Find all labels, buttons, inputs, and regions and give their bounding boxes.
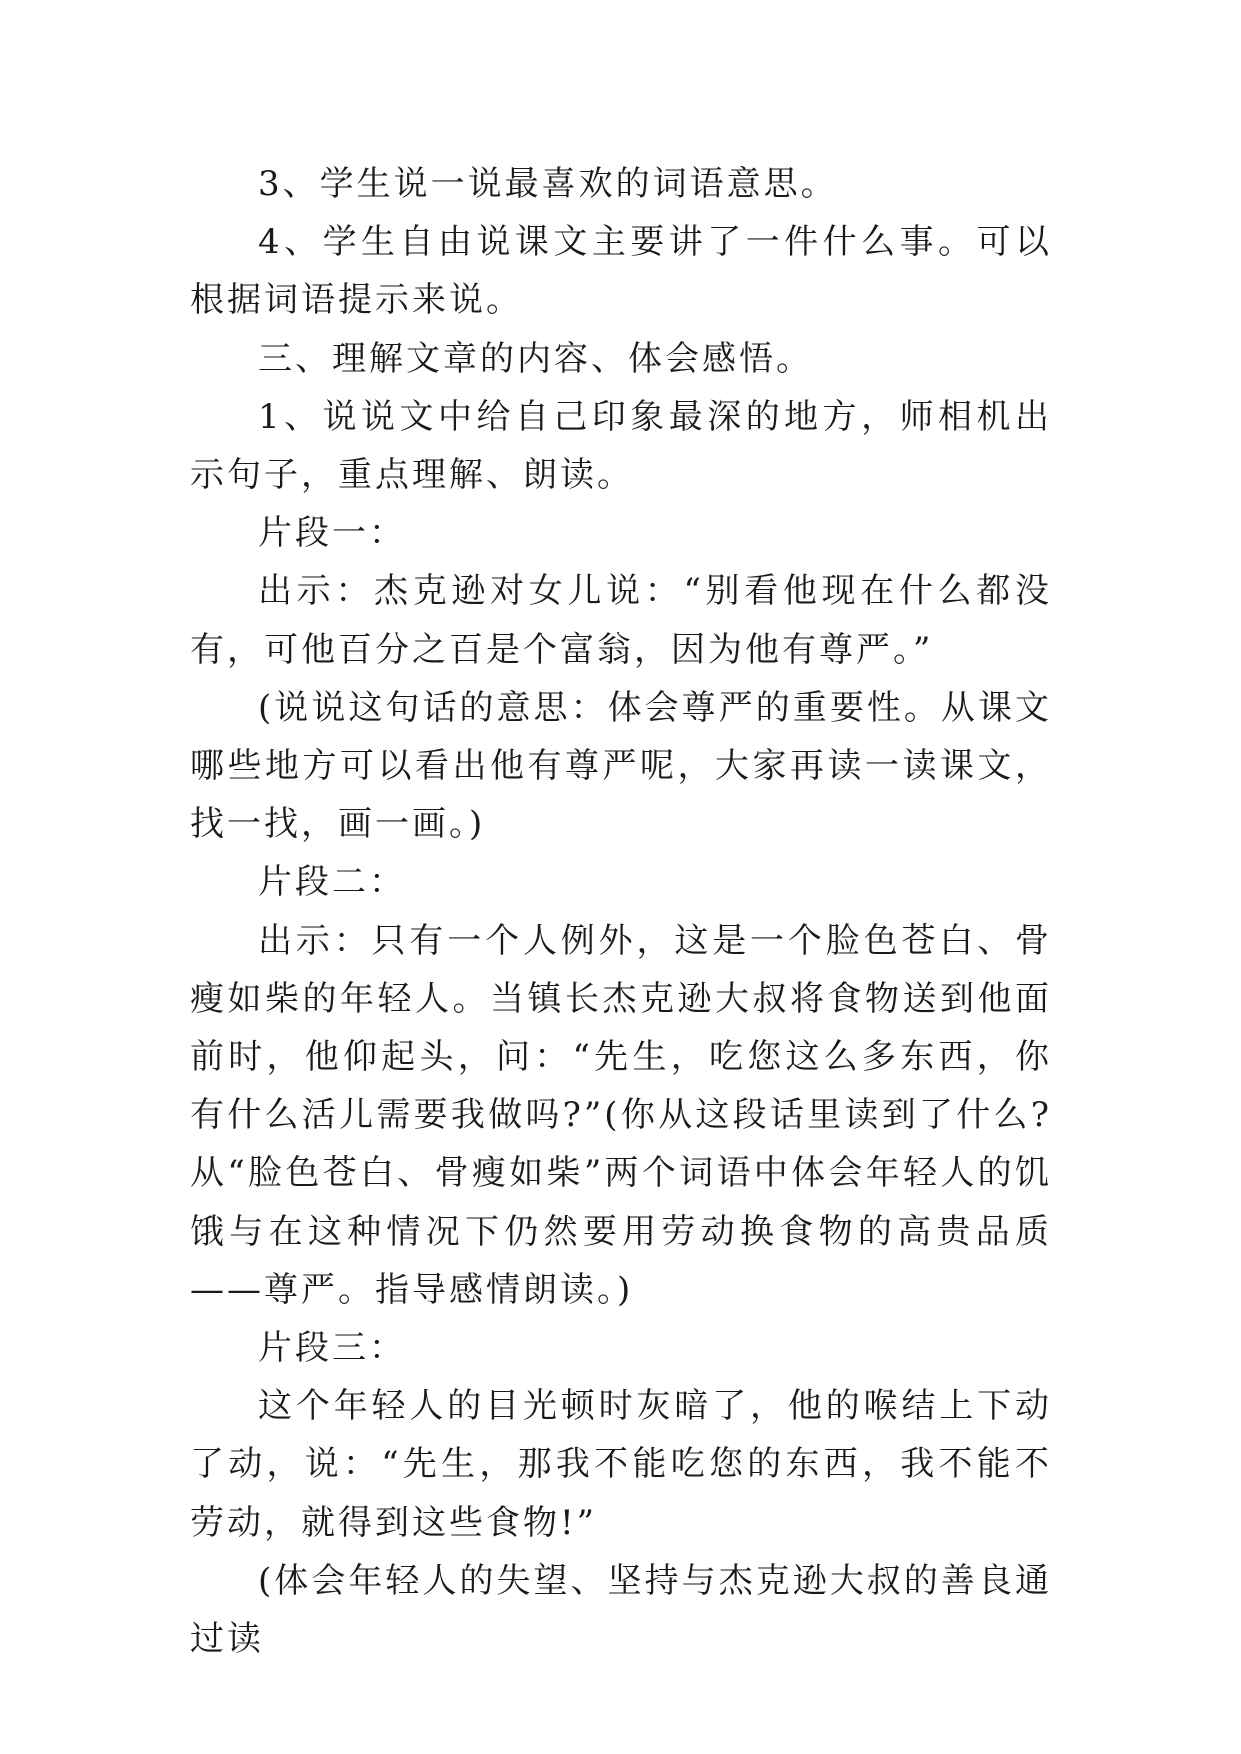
- fragment-3-label: 片段三：: [258, 1328, 406, 1369]
- fragment-1-label: 片段一：: [258, 513, 406, 554]
- fragment-1-note: (说说这句话的意思：体会尊严的重要性。从课文哪些地方可以看出他有尊严呢，大家再读一读课文，找一找，画一画。): [190, 687, 1052, 845]
- fragment-3-text: 这个年轻人的目光顿时灰暗了，他的喉结上下动了动，说：“先生，那我不能吃您的东西，我不能不劳动，就得到这些食物!”: [190, 1386, 1052, 1543]
- document-body: [190, 155, 1052, 1668]
- fragment-3-note: (体会年轻人的失望、坚持与杰克逊大叔的善良通过读: [190, 1560, 1052, 1660]
- paragraph-2: 4、学生自由说课文主要讲了一件什么事。可以根据词语提示来说。: [190, 222, 1052, 321]
- fragment-1-quote: 出示：杰克逊对女儿说：“别看他现在什么都没有，可他百分之百是个富翁，因为他有尊严。”: [190, 571, 1052, 670]
- fragment-2-text: 出示：只有一个人例外，这是一个脸色苍白、骨瘦如柴的年轻人。当镇长杰克逊大叔将食物送到他面前时，他仰起头，问：“先生，吃您这么多东西，你有什么活儿需要我做吗?”(你从这段话里读到了什么?从“脸色苍白、骨瘦如柴”两个词语中体会年轻人的饥饿与在这种情况下仍然要用劳动换食物的高贵品质——尊严。指导感情朗读。): [190, 920, 1052, 1310]
- fragment-2-label: 片段二：: [258, 862, 406, 903]
- paragraph-3: 1、说说文中给自己印象最深的地方，师相机出示句子，重点理解、朗读。: [190, 396, 1052, 496]
- section-heading: 三、理解文章的内容、体会感悟。: [258, 338, 813, 379]
- paragraph-1: 3、学生说一说最喜欢的词语意思。: [258, 164, 838, 204]
